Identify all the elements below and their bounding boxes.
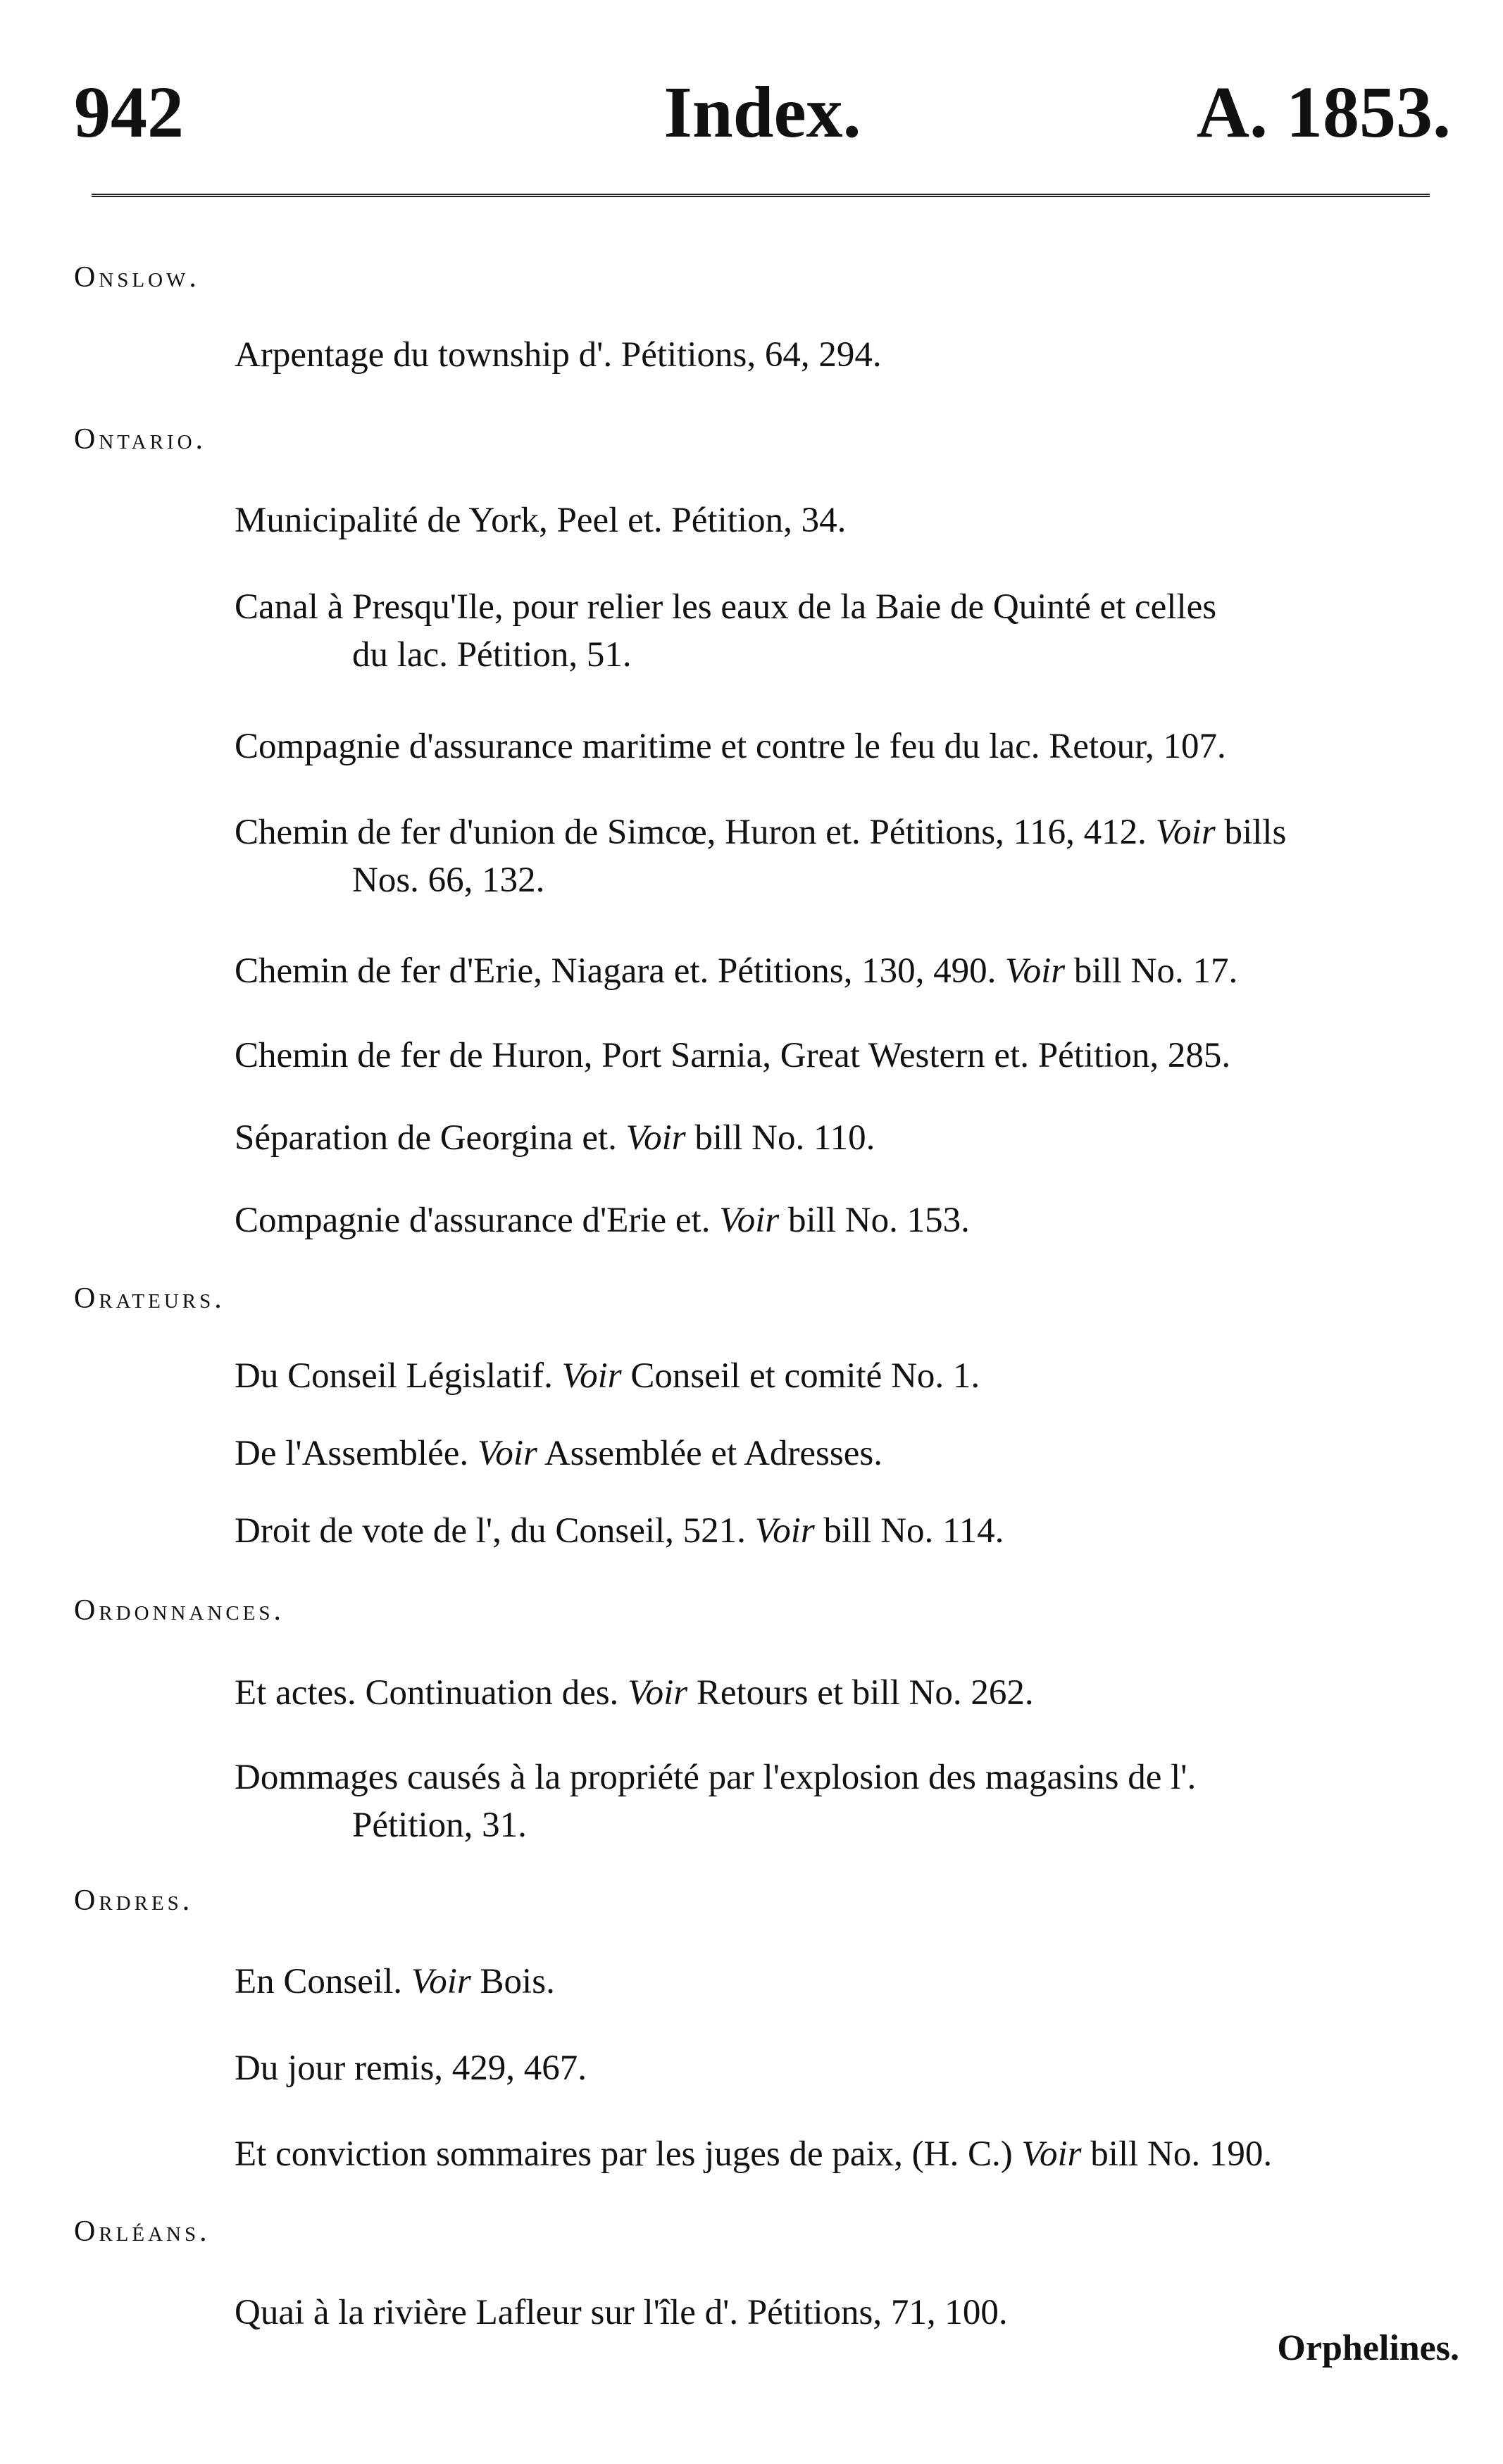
page-header [74,70,1451,155]
entry-text: De l'Assemblée. [235,1434,469,1473]
entry-text: Dommages causés à la propriété par l'explosion des magasins de l'. [235,1758,1197,1797]
entry-continuation: Pétition, 31. [352,1806,527,1845]
entry-orleans-1 [235,2289,1458,2337]
entry-text: Compagnie d'assurance maritime et contre le feu du lac. Retour, 107. [235,727,1226,766]
entry-text: Du Conseil Législatif. [235,1356,553,1396]
catchword: Orphelines. [1277,2328,1459,2368]
entry-text-tail: bill No. 190. [1090,2134,1273,2174]
year-label: A. 1853. [1196,72,1451,153]
page-number: 942 [74,72,184,153]
header-rule [92,194,1430,197]
entry-ontario-2 [235,583,1458,679]
voir-reference: Voir [1021,2134,1082,2174]
entry-text: Municipalité de York, Peel et. Pétition, 34. [235,501,847,540]
voir-reference: Voir [1005,951,1066,991]
entry-text: Arpentage du township d'. Pétitions, 64, 294. [235,335,882,375]
entry-ordres-3 [235,2130,1458,2178]
entry-text-tail: bill No. 153. [788,1201,970,1240]
entry-text: Chemin de fer de Huron, Port Sarnia, Great Western et. Pétition, 285. [235,1036,1231,1075]
entry-orateurs-3 [235,1507,1458,1555]
voir-reference: Voir [411,1962,471,2001]
voir-reference: Voir [628,1673,688,1713]
heading-ontario: Ontario. [74,423,207,456]
entry-text-tail: bills [1224,813,1287,852]
entry-text-tail: bill No. 110. [694,1118,875,1158]
entry-ontario-5 [235,947,1458,995]
entry-ordres-2 [235,2044,1458,2092]
entry-ontario-6 [235,1032,1458,1080]
entry-ontario-3 [235,723,1458,770]
heading-orateurs: Orateurs. [74,1282,225,1315]
entry-text: Du jour remis, 429, 467. [235,2049,587,2088]
entry-text: Chemin de fer d'union de Simcœ, Huron et. Pétitions, 116, 412. [235,813,1147,852]
heading-ordonnances: Ordonnances. [74,1594,285,1627]
voir-reference: Voir [477,1434,537,1473]
entry-orateurs-1 [235,1352,1458,1400]
entry-continuation: du lac. Pétition, 51. [352,635,632,675]
voir-reference: Voir [625,1118,686,1158]
voir-reference: Voir [1155,813,1216,852]
entry-text: Et conviction sommaires par les juges de paix, (H. C.) [235,2134,1013,2174]
running-title: Index. [663,72,861,153]
entry-ontario-7 [235,1114,1458,1162]
entry-text: Compagnie d'assurance d'Erie et. [235,1201,711,1240]
heading-ordres: Ordres. [74,1884,194,1917]
heading-onslow: Onslow. [74,261,200,294]
entry-text-tail: Bois. [480,1962,555,2001]
entry-onslow-1 [235,331,1458,379]
entry-text: Chemin de fer d'Erie, Niagara et. Pétitions, 130, 490. [235,951,997,991]
entry-ordonnances-1 [235,1669,1458,1717]
entry-ontario-1 [235,496,1458,544]
entry-text-tail: bill No. 114. [823,1511,1004,1551]
entry-text: Droit de vote de l', du Conseil, 521. [235,1511,746,1551]
entry-text: Séparation de Georgina et. [235,1118,617,1158]
entry-text: En Conseil. [235,1962,402,2001]
voir-reference: Voir [561,1356,622,1396]
heading-orleans: Orléans. [74,2215,211,2248]
entry-text-tail: Retours et bill No. 262. [696,1673,1034,1713]
entry-text: Canal à Presqu'Ile, pour relier les eaux de la Baie de Quinté et celles [235,587,1217,627]
entry-orateurs-2 [235,1430,1458,1477]
entry-text-tail: bill No. 17. [1073,951,1238,991]
entry-ordres-1 [235,1958,1458,2006]
entry-text-tail: Assemblée et Adresses. [544,1434,883,1473]
entry-text-tail: Conseil et comité No. 1. [630,1356,980,1396]
entry-continuation: Nos. 66, 132. [352,861,545,900]
voir-reference: Voir [719,1201,780,1240]
entry-text: Et actes. Continuation des. [235,1673,619,1713]
entry-ontario-4 [235,808,1458,904]
entry-text: Quai à la rivière Lafleur sur l'île d'. Pétitions, 71, 100. [235,2293,1008,2332]
entry-ordonnances-2 [235,1753,1458,1849]
entry-ontario-8 [235,1196,1458,1244]
voir-reference: Voir [754,1511,815,1551]
